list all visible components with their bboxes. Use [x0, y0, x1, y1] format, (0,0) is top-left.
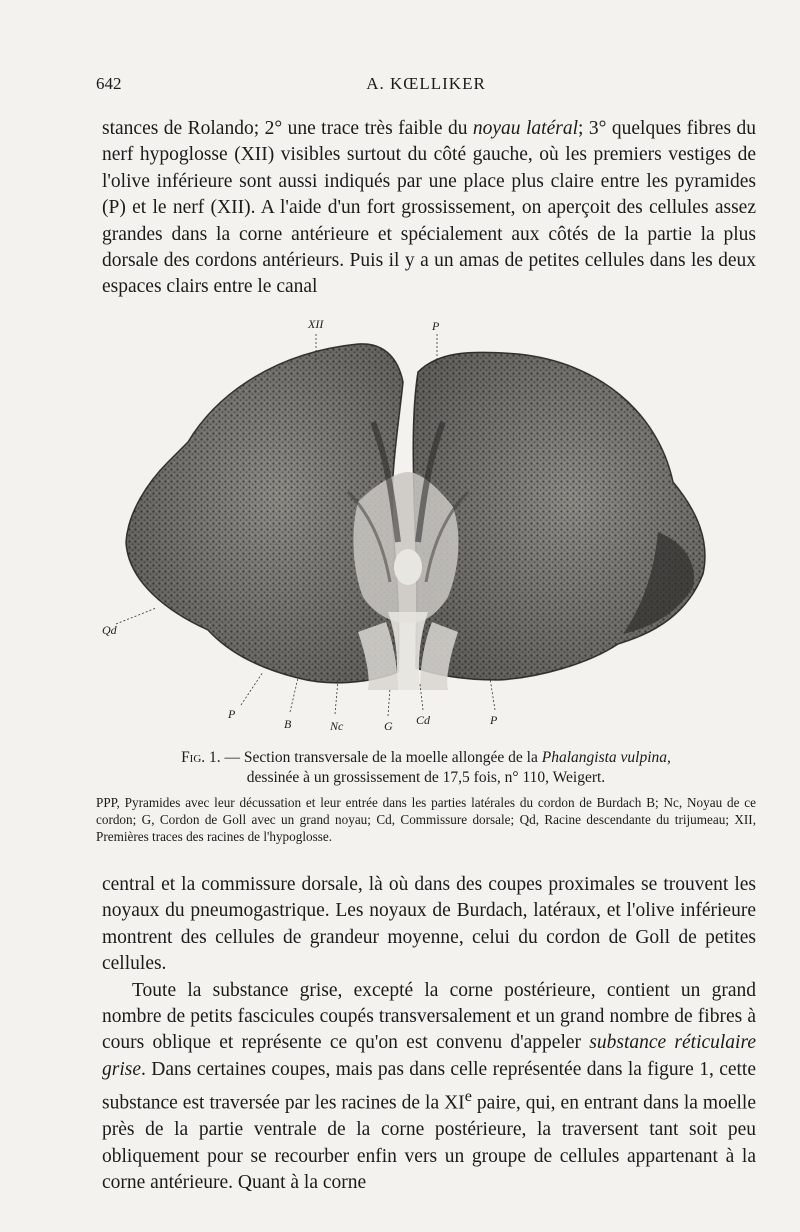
term-noyau-lateral: noyau latéral — [472, 118, 579, 139]
page-number: 642 — [96, 74, 122, 93]
figure-number: Fig. 1. — [181, 749, 221, 766]
paragraph-1-text: stances de Rolando; 2° une trace très faible du noyau latéral; 3° quelques fibres du nerf hypoglosse (XII) visibles surtout du côté gauche, où les premiers vestiges de l'olive inférieure sont aussi indiqués par une place plus claire entre les pyramides (P) et le nerf (XII). A l'aide d'un fort grossissement, on aperçoit des cellules assez grandes dans la corne antérieure et spécialement aux côtés de la partie la plus dorsale des cordons antérieurs. Puis il y a un amas de petites cellules dans les deux espaces clairs entre le canal — [102, 118, 757, 298]
paragraph-1 — [102, 116, 756, 301]
figure-caption: Fig. 1. — Section transversale de la moelle allongée de la Phalangista vulpina, dessinée à un grossissement de 17,5 fois, n° 110, Weigert. — [181, 749, 671, 786]
label-b: B — [284, 717, 292, 731]
label-g: G — [384, 719, 393, 732]
label-cd: Cd — [416, 713, 431, 727]
paragraph-2 — [102, 872, 756, 1196]
running-head-author: A. KŒLLIKER — [366, 74, 486, 93]
running-header — [96, 74, 756, 98]
label-xii: XII — [308, 317, 324, 331]
paragraph-3-text: Toute la substance grise, excepté la corne postérieure, contient un grand nombre de petits fascicules coupés transversalement et un grand nombre de fibres à cours oblique et représente ce qu'on est convenu d'appeler substance réticulaire grise. Dans certaines coupes, mais pas dans celle représentée dans la figure 1, cette substance est traversée par les racines de la XIe paire, qui, en entrant dans la moelle près de la partie ventrale de la corne postérieure, la traversent tant soit peu obliquement pour se recourber enfin vers un groupe de cellules appartenant à la corne antérieure. Quant à la corne — [102, 979, 756, 1193]
label-nc: Nc — [330, 719, 344, 732]
paragraph-2-text: central et la commissure dorsale, là où dans des coupes proximales se trouvent les noyaux du pneumogastrique. Les noyaux de Burdach, latéraux, et l'olive inférieure montrent des cellules de grandeur moyenne, celui du cordon de Goll de petites cellules. — [102, 874, 756, 975]
label-p-right: P — [490, 713, 498, 727]
figure-legend — [96, 794, 756, 845]
figure-medulla-section — [98, 312, 718, 732]
term-substance-reticulaire: substance réticulaire grise — [102, 1032, 756, 1080]
central-grey-matter — [353, 472, 458, 624]
label-qd: Qd — [102, 623, 117, 637]
figure-legend-text: PPP, Pyramides avec leur décussation et leur entrée dans les parties latérales du cordon de Burdach B; Nc, Noyau de ce cordon; G, Cordon de Goll avec un grand noyau; Cd, Commissure dorsale; Qd, Racine descendante du trijumeau; XII, Premières traces des racines de l'hypoglosse. — [96, 795, 756, 844]
label-p-left: P — [228, 707, 236, 721]
medulla-illustration — [98, 312, 718, 732]
species-name: Phalangista vulpina, — [541, 749, 671, 766]
label-p-top: P — [432, 319, 440, 333]
